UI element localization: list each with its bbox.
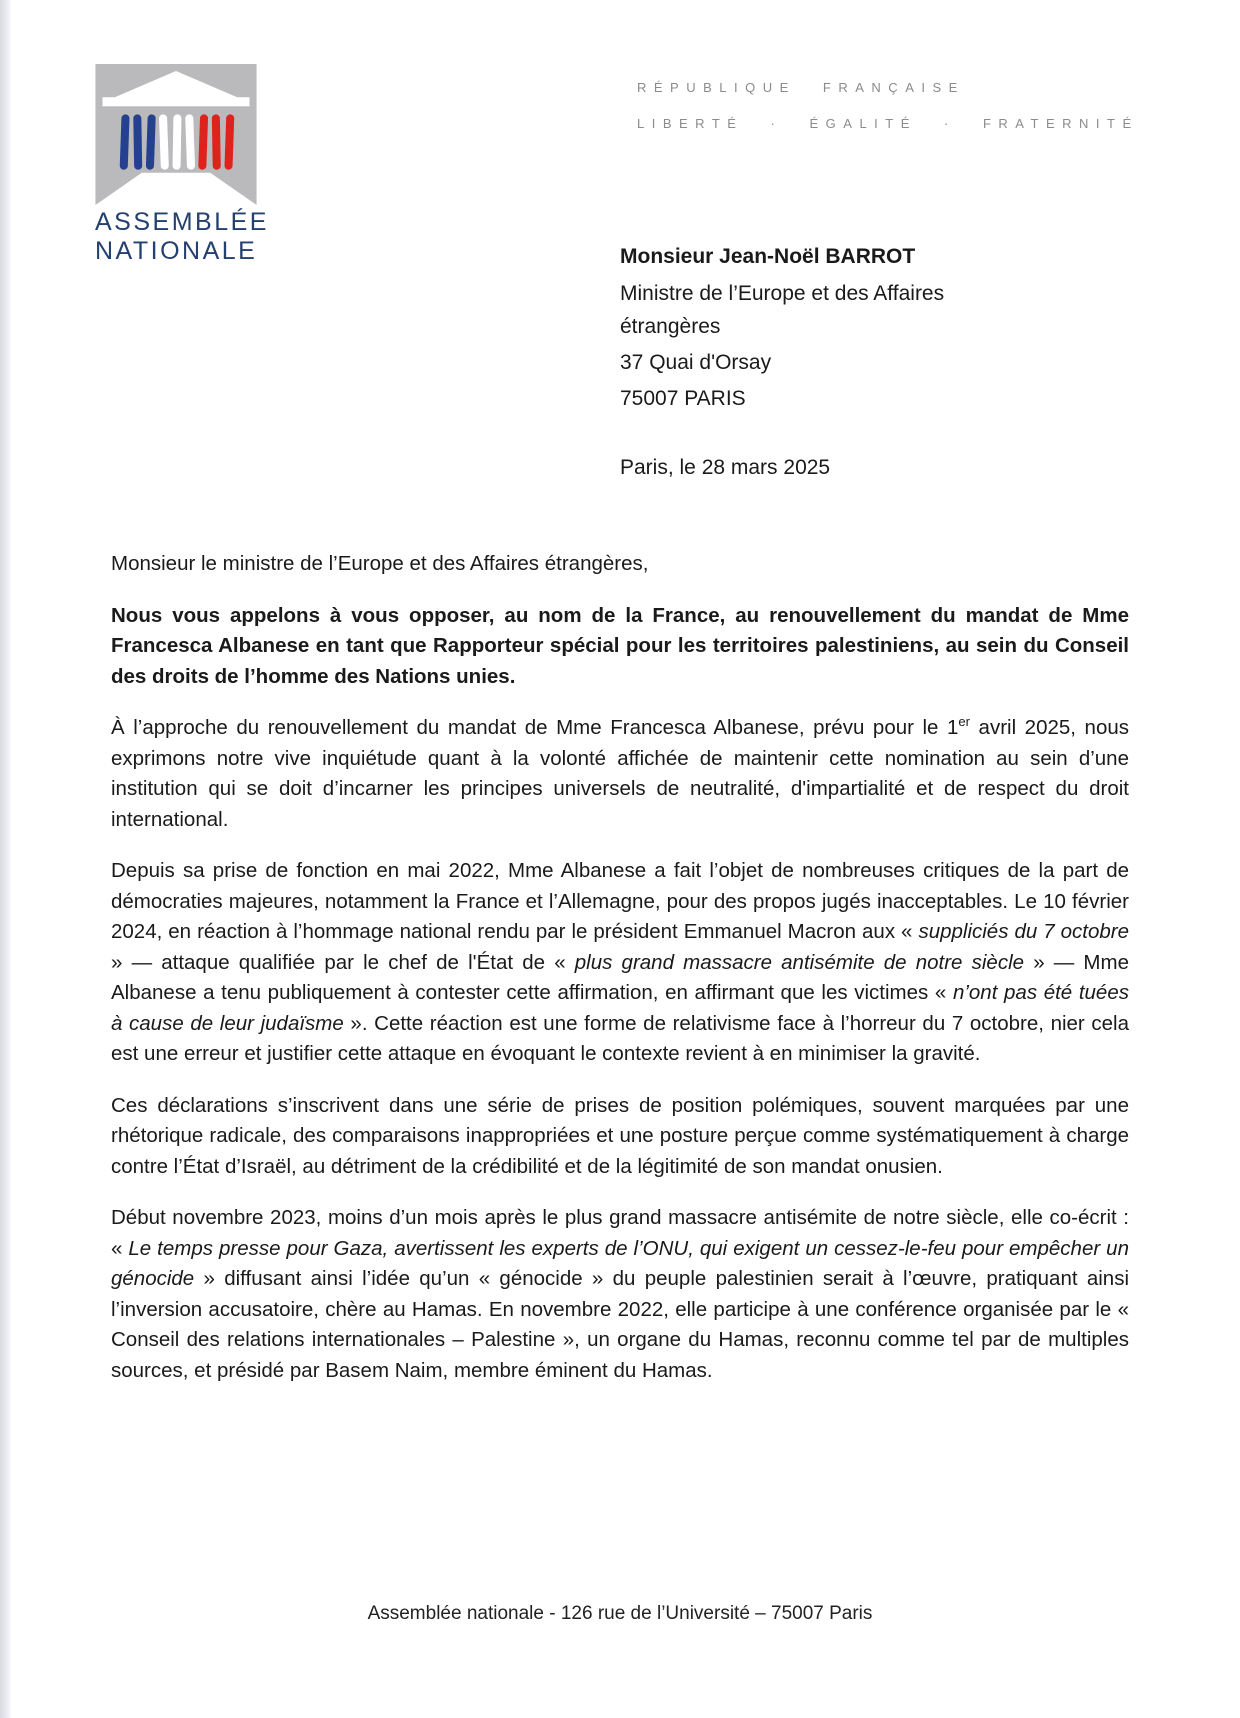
logo-line-assemblee: ASSEMBLÉE: [95, 208, 269, 236]
republique-francaise-line: RÉPUBLIQUE FRANÇAISE: [637, 80, 965, 95]
text-run: À l’approche du renouvellement du mandat de Mme Francesca Albanese, prévu pour le 1: [111, 716, 959, 739]
dateline: Paris, le 28 mars 2025: [620, 456, 831, 479]
footer-address: Assemblée nationale - 126 rue de l’Université – 75007 Paris: [367, 1603, 873, 1624]
text-run: ». Cette réaction est une forme de relativisme face à l’horreur du 7 octobre, nier cela est une erreur et justifier cette attaque en évoquant le contexte revient à en minimiser la gravité.: [111, 1011, 1129, 1065]
logo-wordmark: [95, 208, 280, 266]
recipient-address-city: 75007 PARIS: [620, 387, 746, 410]
salutation: Monsieur le ministre de l’Europe et des Affaires étrangères,: [111, 552, 649, 575]
paragraph-critiques: [111, 856, 1129, 1070]
text-run: er: [958, 714, 970, 730]
text-run: Ces déclarations s’inscrivent dans une série de prises de position polémiques, souvent marquées par une rhétorique radicale, des comparaisons inappropriées et une posture perçue comme systématiquement à charge contre l’État d’Israël, au détriment de la crédibilité et de la légitimité de son mandat onusien.: [111, 1093, 1129, 1178]
paragraph-appeal: [111, 601, 1129, 693]
recipient-title: Ministre de l’Europe et des Affaires étrangères: [620, 282, 945, 338]
paragraph-declarations: [111, 1091, 1129, 1183]
logo-line-nationale: NATIONALE: [95, 237, 258, 265]
recipient-block: [620, 240, 972, 418]
paragraphs-container: [111, 601, 1129, 1387]
page-edge-shadow: [0, 0, 11, 1718]
paragraph-novembre: [111, 1203, 1129, 1386]
text-run: n’ont pas été tuées à cause de leur judaïsme: [111, 981, 1129, 1035]
temple-icon: [95, 64, 257, 205]
text-run: » diffusant ainsi l’idée qu’un « génocide » du peuple palestinien serait à l’œuvre, pratiquant ainsi l’inversion accusatoire, chère au Hamas. En novembre 2022, elle participe à une conférence organisée par le « Conseil des relations internationales – Palestine », un organe du Hamas, reconnu comme tel par de multiples sources, et présidé par Basem Naim, membre éminent du Hamas.: [111, 1267, 1129, 1382]
text-run: Depuis sa prise de fonction en mai 2022, Mme Albanese a fait l’objet de nombreuses critiques de la part de démocraties majeures, notamment la France et l’Allemagne, pour des propos jugés inacceptables. Le 10 février 2024, en réaction à l’hommage national rendu par le président Emmanuel Macron aux «: [111, 859, 1129, 943]
text-run: plus grand massacre antisémite de notre siècle: [574, 950, 1025, 974]
text-run: » — Mme Albanese a tenu publiquement à contester cette affirmation, en affirmant que les victimes «: [111, 950, 1129, 1004]
assemblee-nationale-logo: [95, 64, 280, 266]
liberte-egalite-fraternite-line: LIBERTÉ · ÉGALITÉ · FRATERNITÉ: [637, 116, 1139, 131]
text-run: Début novembre 2023, moins d’un mois après le plus grand massacre antisémite de notre siècle, elle co-écrit : «: [111, 1206, 1129, 1260]
text-run: avril 2025, nous exprimons notre vive inquiétude quant à la volonté affichée de maintenir cette nomination au sein d’une institution qui se doit d’incarner les principes universels de neutralité, d'impartialité et de respect du droit international.: [111, 716, 1129, 831]
paragraph-renewal: [111, 713, 1129, 835]
recipient-name: Monsieur Jean-Noël BARROT: [620, 245, 916, 268]
recipient-address-street: 37 Quai d'Orsay: [620, 351, 772, 374]
republique-header: [637, 80, 1139, 152]
letter-body: [111, 549, 1129, 1407]
text-run: suppliciés du 7 octobre: [918, 920, 1129, 943]
text-run: Le temps presse pour Gaza, avertissent les experts de l’ONU, qui exigent un cessez-le-feu pour empêcher un génocide: [111, 1236, 1129, 1290]
text-run: » — attaque qualifiée par le chef de l'État de «: [111, 950, 575, 974]
text-run: Nous vous appelons à vous opposer, au nom de la France, au renouvellement du mandat de Mme Francesca Albanese en tant que Rapporteur spécial pour les territoires palestiniens, au sein du Conseil des droits de l’homme des Nations unies.: [111, 603, 1129, 688]
